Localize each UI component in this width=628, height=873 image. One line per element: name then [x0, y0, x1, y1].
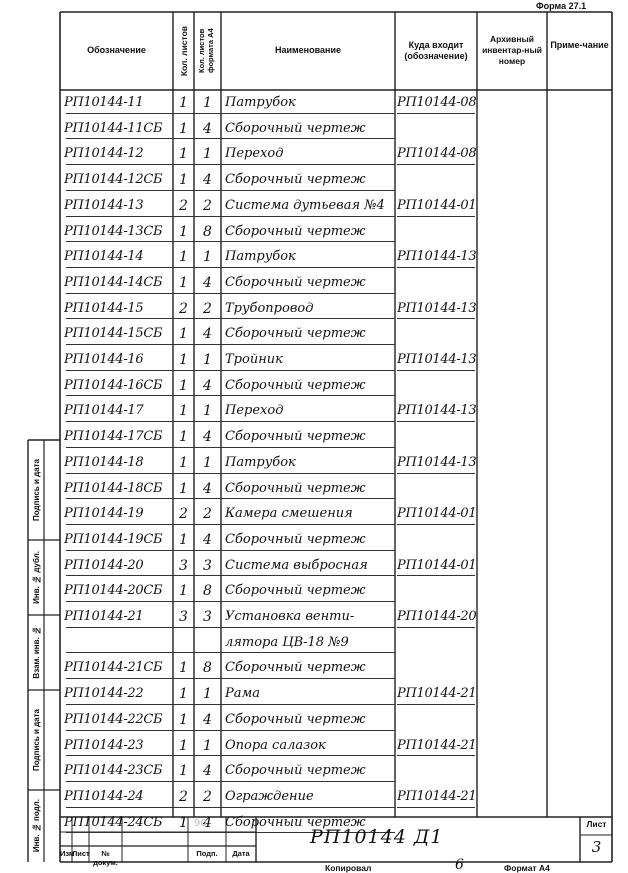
row-name: Опора салазок: [225, 737, 326, 753]
row-name: Сборочный чертеж: [225, 814, 366, 830]
row-rule: [66, 678, 395, 679]
row-designation: РП10144-13СБ: [64, 223, 163, 239]
row-name: Сборочный чертеж: [225, 274, 366, 290]
row-name: Сборочный чертеж: [225, 377, 366, 393]
row-sheets-a4: 4: [203, 814, 212, 831]
side-sign-date-1-cell: [28, 440, 44, 540]
row-rule: [66, 241, 395, 242]
row-sheets: 3: [179, 557, 188, 574]
side-orig-inv-cell: [28, 790, 44, 862]
row-sheets: 2: [179, 300, 188, 317]
row-where-used: РП10144-21: [397, 686, 477, 702]
header-sheets-cell: [173, 14, 194, 88]
row-sheets-a4: 1: [203, 403, 212, 420]
footer-format: Формат А4: [504, 863, 550, 873]
side-dup-inv-cell: [28, 540, 44, 615]
row-sheets-a4: 1: [203, 454, 212, 471]
tb-col-izm: Изм: [60, 849, 75, 858]
row-designation: РП10144-18СБ: [64, 480, 163, 496]
row-rule-where: [397, 318, 475, 319]
row-where-used: РП10144-08: [397, 95, 477, 110]
tb-col-sign: Подп.: [196, 849, 218, 858]
row-rule-where: [397, 267, 475, 268]
form-label: Форма 27.1: [536, 1, 587, 11]
header-designation: Обозначение: [87, 45, 146, 55]
row-sheets-a4: 2: [203, 300, 212, 317]
row-name: Система выбросная: [225, 557, 368, 573]
row-designation: РП10144-15: [64, 300, 144, 316]
row-name: Патрубок: [225, 454, 296, 470]
row-name: Сборочный чертеж: [225, 531, 366, 547]
row-name: Сборочный чертеж: [225, 711, 366, 727]
row-sheets: 1: [179, 763, 188, 780]
row-sheets-a4: 1: [203, 146, 212, 163]
footer-copied: Копировал: [325, 863, 372, 873]
row-designation: РП10144-17СБ: [64, 429, 163, 445]
row-name: Сборочный чертеж: [225, 660, 366, 676]
row-sheets-a4: 2: [203, 788, 212, 805]
row-sheets-a4: 1: [203, 249, 212, 266]
row-sheets-a4: 8: [203, 223, 212, 240]
row-name: Система дутьевая №4: [225, 197, 385, 213]
row-designation: РП10144-18: [64, 454, 144, 470]
row-rule: [66, 524, 395, 525]
row-name: Сборочный чертеж: [225, 763, 366, 779]
row-rule: [66, 113, 395, 114]
row-rule: [66, 550, 395, 551]
header-archive-no: Архивный инвентар-ный номер: [482, 34, 542, 66]
row-rule: [66, 190, 395, 191]
row-sheets: 1: [179, 711, 188, 728]
row-rule: [66, 267, 395, 268]
row-rule: [66, 447, 395, 448]
row-name: Переход: [225, 403, 284, 419]
row-sheets: 2: [179, 197, 188, 214]
row-sheets: 2: [179, 506, 188, 523]
header-sheets-count: Кол. листов: [178, 25, 189, 77]
row-name: лятора ЦВ-18 №9: [225, 634, 349, 650]
row-rule: [66, 652, 395, 653]
row-designation: РП10144-16: [64, 352, 144, 367]
row-designation: РП10144-23СБ: [64, 763, 163, 779]
row-sheets: 1: [179, 249, 188, 266]
side-replace-inv-cell: [28, 615, 44, 690]
row-designation: РП10144-22СБ: [64, 711, 163, 727]
row-designation: РП10144-12СБ: [64, 172, 163, 188]
row-name: Переход: [225, 146, 284, 162]
row-rule: [66, 318, 395, 319]
row-sheets-a4: 4: [203, 531, 212, 548]
tb-sheet-number: 3: [591, 838, 602, 856]
row-name: Ограждение: [225, 788, 314, 804]
row-sheets: 1: [179, 326, 188, 343]
side-replace-inv: Взам. инв. №: [31, 626, 41, 679]
row-designation: РП10144-15СБ: [64, 326, 163, 342]
tb-sheet-label: Лист: [586, 819, 607, 829]
row-sheets-a4: 1: [203, 95, 212, 111]
row-rule: [66, 730, 395, 731]
row-sheets-a4: 2: [203, 506, 212, 523]
row-rule-where: [397, 164, 475, 165]
header-where-used: Куда входит (обозначение): [404, 40, 468, 61]
row-sheets: 1: [179, 146, 188, 163]
row-designation: РП10144-20СБ: [64, 583, 163, 599]
row-designation: РП10144-13: [64, 197, 144, 213]
row-sheets-a4: 4: [203, 377, 212, 394]
row-designation: РП10144-23: [64, 737, 144, 753]
row-sheets: 1: [179, 172, 188, 189]
row-name: Трубопровод: [225, 300, 314, 316]
row-sheets: 1: [179, 583, 188, 600]
row-name: Сборочный чертеж: [225, 326, 366, 342]
row-designation: РП10144-22: [64, 686, 144, 702]
row-designation: РП10144-20: [64, 557, 144, 573]
header-note: Приме-чание: [550, 40, 609, 50]
row-designation: РП10144-12: [64, 146, 144, 162]
tb-col-list: Лист: [72, 849, 90, 858]
footer-scribble: 6: [455, 857, 464, 873]
row-rule-where: [397, 421, 475, 422]
side-dup-inv: Инв. № дубл.: [31, 551, 41, 604]
row-rule: [66, 781, 395, 782]
row-designation: РП10144-19: [64, 506, 144, 522]
row-sheets: 3: [179, 609, 188, 625]
row-rule: [66, 344, 395, 345]
row-sheets-a4: 4: [203, 763, 212, 780]
row-name: Сборочный чертеж: [225, 223, 366, 239]
row-rule: [66, 395, 395, 396]
row-name: Сборочный чертеж: [225, 480, 366, 496]
tb-faint-mark: 90: [194, 818, 207, 829]
row-where-used: РП10144-20: [397, 609, 477, 624]
row-rule: [66, 498, 395, 499]
row-rule-where: [397, 807, 475, 808]
header-a4-cell: [194, 14, 221, 88]
row-sheets-a4: 1: [203, 686, 212, 703]
row-rule: [66, 627, 395, 628]
row-sheets: 1: [179, 352, 188, 368]
row-rule-where: [397, 473, 475, 474]
row-sheets-a4: 3: [203, 609, 212, 625]
row-sheets: 1: [179, 95, 188, 111]
tb-col-date: Дата: [232, 849, 250, 858]
row-rule: [66, 755, 395, 756]
row-where-used: РП10144-13: [397, 300, 477, 316]
row-where-used: РП10144-01: [397, 557, 477, 573]
row-sheets: 1: [179, 531, 188, 548]
row-designation: РП10144-17: [64, 403, 144, 419]
row-designation: РП10144-11: [64, 95, 144, 110]
row-designation: РП10144-19СБ: [64, 531, 163, 547]
tb-col-doc: № докум.: [93, 849, 118, 867]
row-sheets-a4: 8: [203, 583, 212, 600]
row-rule: [66, 164, 395, 165]
row-name: Установка венти-: [225, 609, 355, 624]
row-name: Патрубок: [225, 95, 296, 110]
row-where-used: РП10144-01: [397, 506, 477, 522]
row-rule: [66, 293, 395, 294]
tb-doc-code: РП10144 Д1: [310, 826, 444, 848]
row-designation: РП10144-14СБ: [64, 274, 163, 290]
row-rule-where: [397, 575, 475, 576]
row-sheets: 1: [179, 737, 188, 754]
side-sign-date-2-cell: [28, 690, 44, 790]
row-rule-where: [397, 524, 475, 525]
row-rule-where: [397, 627, 475, 628]
row-name: Сборочный чертеж: [225, 172, 366, 188]
row-where-used: РП10144-13: [397, 249, 477, 265]
row-designation: РП10144-24СБ: [64, 814, 163, 830]
row-sheets: 1: [179, 480, 188, 497]
row-where-used: РП10144-08: [397, 146, 477, 162]
row-designation: РП10144-14: [64, 249, 144, 265]
row-rule: [66, 138, 395, 139]
row-sheets-a4: 4: [203, 120, 212, 137]
row-sheets: 1: [179, 429, 188, 446]
row-rule: [66, 575, 395, 576]
row-designation: РП10144-11СБ: [64, 120, 163, 136]
row-sheets: 1: [179, 377, 188, 394]
row-rule: [66, 601, 395, 602]
row-name: Рама: [225, 686, 261, 702]
row-where-used: РП10144-01: [397, 197, 477, 213]
row-where-used: РП10144-13: [397, 454, 477, 470]
row-rule-where: [397, 704, 475, 705]
row-sheets-a4: 3: [203, 557, 212, 574]
row-sheets-a4: 4: [203, 480, 212, 497]
row-sheets: 1: [179, 120, 188, 137]
row-rule: [66, 807, 395, 808]
row-sheets-a4: 4: [203, 326, 212, 343]
row-sheets: 1: [179, 660, 188, 677]
row-rule: [66, 370, 395, 371]
row-designation: РП10144-21: [64, 609, 144, 624]
row-rule-where: [397, 216, 475, 217]
side-orig-inv: Инв. № подл.: [31, 799, 41, 853]
row-sheets-a4: 2: [203, 197, 212, 214]
side-sign-date-1: Подпись и дата: [31, 459, 41, 521]
row-name: Сборочный чертеж: [225, 583, 366, 599]
row-sheets-a4: 4: [203, 429, 212, 446]
row-name: Тройник: [225, 352, 283, 367]
row-sheets-a4: 4: [203, 274, 212, 291]
row-name: Сборочный чертеж: [225, 120, 366, 136]
row-sheets: 1: [179, 814, 188, 831]
row-rule-where: [397, 113, 475, 114]
header-sheets-a4: Кол. листов формата А4: [196, 28, 215, 74]
row-where-used: РП10144-21: [397, 788, 477, 804]
row-sheets: 1: [179, 454, 188, 471]
row-designation: РП10144-16СБ: [64, 377, 163, 393]
row-where-used: РП10144-13: [397, 403, 477, 419]
row-rule: [66, 216, 395, 217]
row-sheets-a4: 1: [203, 352, 212, 368]
row-name: Сборочный чертеж: [225, 429, 366, 445]
row-name: Патрубок: [225, 249, 296, 265]
side-sign-date-2: Подпись и дата: [31, 709, 41, 771]
row-sheets-a4: 1: [203, 737, 212, 754]
row-rule: [66, 473, 395, 474]
row-sheets: 1: [179, 274, 188, 291]
row-sheets: 1: [179, 223, 188, 240]
row-name: Камера смешения: [225, 506, 353, 522]
row-designation: РП10144-21СБ: [64, 660, 163, 676]
row-designation: РП10144-24: [64, 788, 144, 804]
row-sheets: 2: [179, 788, 188, 805]
row-sheets-a4: 4: [203, 172, 212, 189]
row-sheets-a4: 4: [203, 711, 212, 728]
row-rule: [66, 704, 395, 705]
row-sheets: 1: [179, 403, 188, 420]
row-rule-where: [397, 370, 475, 371]
row-where-used: РП10144-21: [397, 737, 477, 753]
header-name: Наименование: [274, 45, 342, 55]
row-sheets: 1: [179, 686, 188, 703]
row-rule: [66, 421, 395, 422]
row-sheets-a4: 8: [203, 660, 212, 677]
row-where-used: РП10144-13: [397, 352, 477, 367]
row-rule-where: [397, 755, 475, 756]
